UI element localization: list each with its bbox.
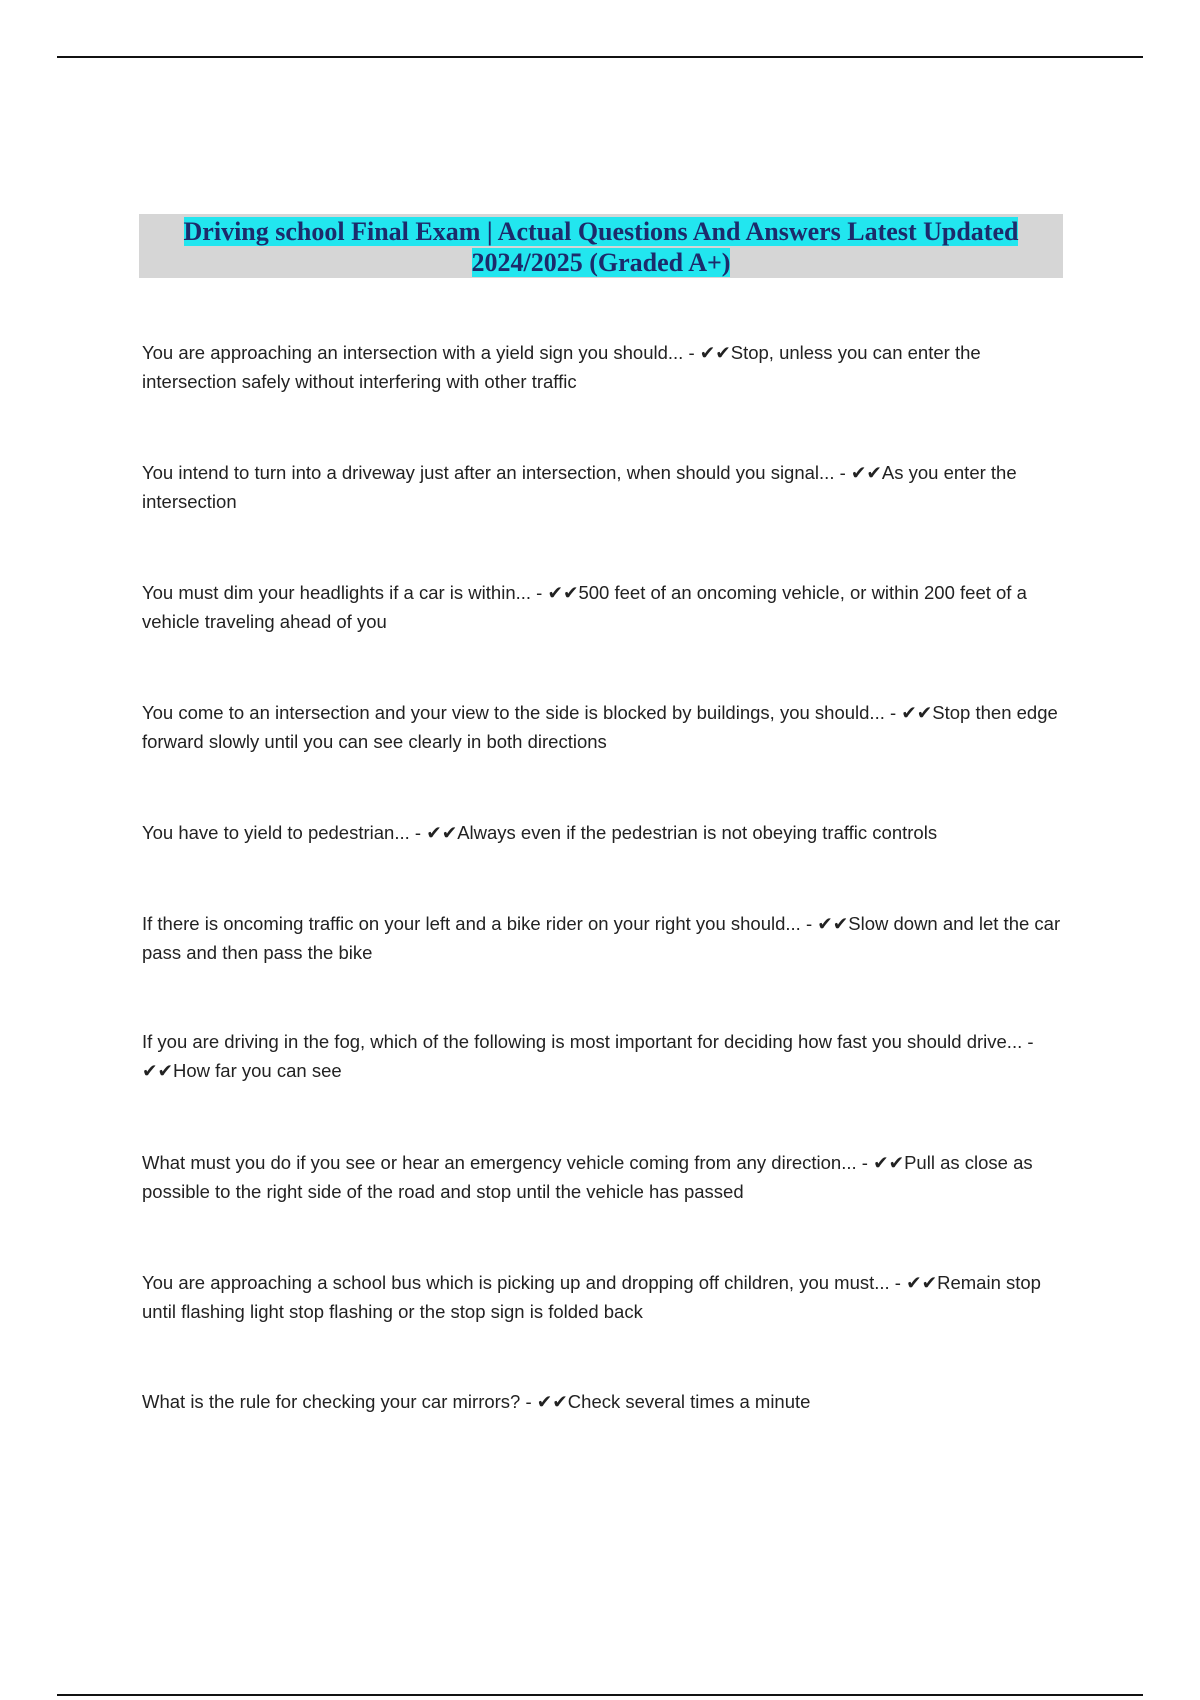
- qa-item: You intend to turn into a driveway just after an intersection, when should you signal... - ✔✔As you enter the intersection: [142, 462, 1017, 512]
- qa-item: If there is oncoming traffic on your left and a bike rider on your right you should... - ✔✔Slow down and let the car pass and then pass the bike: [142, 913, 1061, 963]
- qa-item: You are approaching a school bus which is picking up and dropping off children, you must... - ✔✔Remain stop until flashing light stop flashing or the stop sign is folded back: [142, 1272, 1041, 1322]
- qa-item: You come to an intersection and your view to the side is blocked by buildings, you should... - ✔✔Stop then edge forward slowly until you can see clearly in both directions: [142, 702, 1058, 752]
- document-title: [139, 214, 1063, 278]
- qa-item: What is the rule for checking your car mirrors? - ✔✔Check several times a minute: [142, 1391, 811, 1412]
- top-rule: [57, 56, 1143, 58]
- qa-item: You have to yield to pedestrian... - ✔✔Always even if the pedestrian is not obeying traffic controls: [142, 822, 938, 843]
- title-line-1: Driving school Final Exam | Actual Questions And Answers Latest Updated: [183, 217, 1019, 246]
- title-line-2: 2024/2025 (Graded A+): [471, 248, 731, 277]
- qa-item: You are approaching an intersection with a yield sign you should... - ✔✔Stop, unless you can enter the intersection safely without interfering with other traffic: [142, 342, 981, 392]
- qa-item: You must dim your headlights if a car is within... - ✔✔500 feet of an oncoming vehicle, or within 200 feet of a vehicle traveling ahead of you: [142, 582, 1027, 632]
- bottom-rule: [57, 1694, 1143, 1696]
- qa-item: What must you do if you see or hear an emergency vehicle coming from any direction... - ✔✔Pull as close as possible to the right side of the road and stop until the vehicle has passed: [142, 1152, 1033, 1202]
- qa-item: If you are driving in the fog, which of the following is most important for deciding how fast you should drive... - ✔✔How far you can see: [142, 1031, 1034, 1081]
